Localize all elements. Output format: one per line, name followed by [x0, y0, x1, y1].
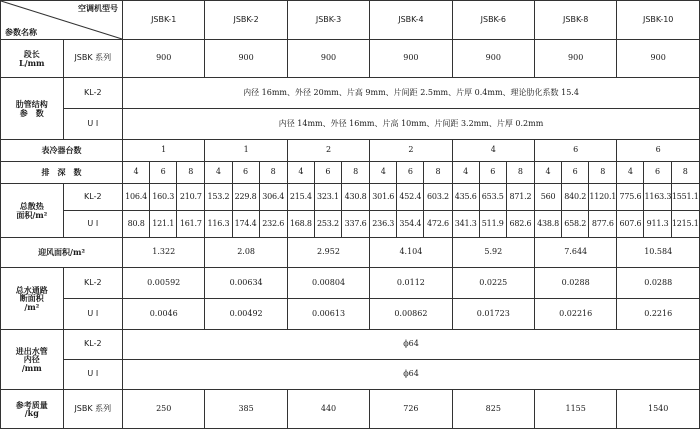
heat-area-u-value: 168.8 [287, 211, 314, 238]
row-depth-value: 8 [506, 162, 534, 184]
row-depth-value: 4 [452, 162, 479, 184]
heat-area-kl2-value: 323.1 [314, 184, 341, 211]
row-depth-value: 6 [562, 162, 589, 184]
heat-area-kl2-value: 603.2 [424, 184, 452, 211]
face-area-value: 4.104 [370, 238, 452, 268]
water-area-label: 总水通路 [15, 284, 48, 295]
row-depth-value: 6 [232, 162, 259, 184]
mass-unit: /kg [24, 408, 39, 418]
row-depth-value: 6 [150, 162, 177, 184]
water-area-u-value: 0.01723 [452, 299, 534, 330]
face-area-value: 7.644 [534, 238, 616, 268]
row-depth-value: 8 [589, 162, 617, 184]
fin-tube-label-2: 参 数 [19, 107, 44, 118]
mass-label: 参考质量 [15, 399, 48, 410]
mass-value: 726 [370, 390, 452, 429]
heat-area-label: 总散热 [19, 201, 44, 212]
heat-area-kl2-value: 435.6 [452, 184, 479, 211]
water-area-u-value: 0.00613 [287, 299, 369, 330]
heat-area-kl2-value: 871.2 [506, 184, 534, 211]
heat-area-u-value: 682.6 [506, 211, 534, 238]
heat-area-u-value: 607.6 [617, 211, 644, 238]
mass-value: 440 [287, 390, 369, 429]
fin-tube-kl2-row [1, 78, 700, 109]
pipe-dia-kl2-row [1, 330, 700, 360]
heat-area-u-value: 341.3 [452, 211, 479, 238]
cooler-count-value: 2 [370, 140, 452, 162]
mass-value: 1155 [534, 390, 616, 429]
row-depth-value: 4 [123, 162, 150, 184]
heat-area-kl2-value: 210.7 [177, 184, 205, 211]
model-header: JSBK-3 [287, 1, 369, 40]
row-depth-row [1, 162, 700, 184]
length-value: 900 [534, 40, 616, 78]
row-depth-value: 6 [644, 162, 671, 184]
water-area-u-value: 0.00862 [370, 299, 452, 330]
heat-area-u-label: U Ⅰ [63, 211, 122, 238]
heat-area-u-value: 174.4 [232, 211, 259, 238]
pipe-dia-kl2-label: KL-2 [63, 330, 122, 360]
water-area-kl2-value: 0.0288 [534, 268, 616, 299]
row-depth-value: 4 [534, 162, 561, 184]
heat-area-kl2-value: 1163.3 [644, 184, 671, 211]
water-area-u-value: 0.2216 [617, 299, 700, 330]
heat-area-u-value: 80.8 [123, 211, 150, 238]
row-depth-value: 6 [479, 162, 506, 184]
model-header: JSBK-8 [534, 1, 616, 40]
water-area-kl2-value: 0.0112 [370, 268, 452, 299]
length-unit: L/mm [19, 57, 45, 68]
row-depth-label: 排 深 数 [1, 162, 123, 184]
pipe-dia-label-2: 内径 [23, 354, 40, 365]
mass-value: 1540 [617, 390, 700, 429]
face-area-value: 10.584 [617, 238, 700, 268]
fin-tube-label-cell [1, 78, 64, 140]
corner-label-model: 空调机型号 [78, 3, 119, 13]
cooler-count-value: 1 [123, 140, 205, 162]
water-area-kl2-value: 0.00634 [205, 268, 287, 299]
heat-area-u-value: 877.6 [589, 211, 617, 238]
model-header: JSBK-1 [123, 1, 205, 40]
row-depth-value: 4 [617, 162, 644, 184]
heat-area-u-value: 438.8 [534, 211, 561, 238]
heat-area-kl2-value: 215.4 [287, 184, 314, 211]
row-depth-value: 8 [424, 162, 452, 184]
heat-area-kl2-value: 452.4 [397, 184, 424, 211]
model-header: JSBK-6 [452, 1, 534, 40]
mass-row [1, 390, 700, 429]
pipe-dia-u-value: ϕ64 [123, 360, 700, 390]
heat-area-u-value: 253.2 [314, 211, 341, 238]
heat-area-kl2-value: 775.6 [617, 184, 644, 211]
heat-area-u-value: 236.3 [370, 211, 397, 238]
mass-series-label: JSBK 系列 [63, 390, 122, 429]
water-area-u-value: 0.00492 [205, 299, 287, 330]
cooler-count-value: 1 [205, 140, 287, 162]
pipe-dia-u-row [1, 360, 700, 390]
model-header: JSBK-2 [205, 1, 287, 40]
pipe-dia-label: 进出水管 [15, 345, 48, 356]
length-label: 段长 [23, 49, 40, 60]
fin-tube-kl2-text: 内径 16mm、外径 20mm、片高 9mm、片间距 2.5mm、片厚 0.4mm、理论肋化系数 15.4 [123, 78, 700, 109]
pipe-dia-kl2-value: ϕ64 [123, 330, 700, 360]
cooler-count-value: 6 [534, 140, 616, 162]
length-value: 900 [123, 40, 205, 78]
heat-area-kl2-row [1, 184, 700, 211]
fin-tube-u-text: 内径 14mm、外径 16mm、片高 10mm、片间距 3.2mm、片厚 0.2mm [123, 109, 700, 140]
heat-area-kl2-value: 1120.1 [589, 184, 617, 211]
cooler-count-value: 4 [452, 140, 534, 162]
heat-area-kl2-value: 1551.1 [671, 184, 699, 211]
heat-area-u-value: 121.1 [150, 211, 177, 238]
row-depth-value: 8 [177, 162, 205, 184]
water-area-kl2-label: KL-2 [63, 268, 122, 299]
water-area-u-row [1, 299, 700, 330]
heat-area-u-row [1, 211, 700, 238]
heat-area-u-value: 161.7 [177, 211, 205, 238]
heat-area-u-value: 116.3 [205, 211, 232, 238]
length-value: 900 [452, 40, 534, 78]
water-area-unit: /m² [24, 301, 40, 312]
heat-area-kl2-value: 560 [534, 184, 561, 211]
fin-tube-label: 肋管结构 [15, 99, 48, 110]
heat-area-u-value: 911.3 [644, 211, 671, 238]
heat-area-kl2-value: 301.6 [370, 184, 397, 211]
row-depth-value: 8 [342, 162, 370, 184]
water-area-label-cell [1, 268, 64, 330]
pipe-dia-unit: /mm [21, 362, 42, 373]
heat-area-kl2-value: 430.8 [342, 184, 370, 211]
water-area-kl2-row [1, 268, 700, 299]
row-depth-value: 4 [205, 162, 232, 184]
heat-area-unit: 面积/m² [16, 209, 48, 220]
heat-area-kl2-value: 106.4 [123, 184, 150, 211]
face-area-value: 1.322 [123, 238, 205, 268]
heat-area-kl2-value: 840.2 [562, 184, 589, 211]
heat-area-label-cell [1, 184, 64, 238]
row-depth-value: 4 [370, 162, 397, 184]
water-area-kl2-value: 0.00804 [287, 268, 369, 299]
row-depth-value: 6 [314, 162, 341, 184]
corner-label-param: 参数名称 [5, 26, 37, 37]
face-area-value: 2.952 [287, 238, 369, 268]
water-area-kl2-value: 0.00592 [123, 268, 205, 299]
mass-label-cell [1, 390, 64, 429]
heat-area-u-value: 658.2 [562, 211, 589, 238]
water-area-kl2-value: 0.0225 [452, 268, 534, 299]
face-area-row [1, 238, 700, 268]
model-header: JSBK-4 [370, 1, 452, 40]
fin-tube-u-row [1, 109, 700, 140]
length-value: 900 [617, 40, 700, 78]
water-area-u-value: 0.0046 [123, 299, 205, 330]
row-depth-value: 8 [671, 162, 699, 184]
fin-tube-u-label: U Ⅰ [63, 109, 122, 140]
face-area-value: 2.08 [205, 238, 287, 268]
cooler-count-label: 表冷器台数 [1, 140, 123, 162]
fin-tube-kl2-label: KL-2 [63, 78, 122, 109]
model-header: JSBK-10 [617, 1, 700, 40]
face-area-value: 5.92 [452, 238, 534, 268]
row-depth-value: 4 [287, 162, 314, 184]
heat-area-kl2-value: 229.8 [232, 184, 259, 211]
heat-area-u-value: 337.6 [342, 211, 370, 238]
length-row [1, 40, 700, 78]
header-row [1, 1, 700, 40]
pipe-dia-u-label: U Ⅰ [63, 360, 122, 390]
heat-area-kl2-value: 306.4 [259, 184, 287, 211]
mass-value: 385 [205, 390, 287, 429]
heat-area-kl2-value: 160.3 [150, 184, 177, 211]
heat-area-u-value: 354.4 [397, 211, 424, 238]
water-area-u-value: 0.02216 [534, 299, 616, 330]
header-corner-cell [1, 1, 123, 40]
cooler-count-value: 2 [287, 140, 369, 162]
heat-area-kl2-label: KL-2 [63, 184, 122, 211]
length-label-cell [1, 40, 64, 78]
pipe-dia-label-cell [1, 330, 64, 390]
heat-area-kl2-value: 653.5 [479, 184, 506, 211]
length-series-label: JSBK 系列 [63, 40, 122, 78]
heat-area-u-value: 511.9 [479, 211, 506, 238]
mass-value: 825 [452, 390, 534, 429]
row-depth-value: 6 [397, 162, 424, 184]
water-area-label-2: 断面积 [19, 293, 44, 304]
water-area-u-label: U Ⅰ [63, 299, 122, 330]
heat-area-u-value: 1215.1 [671, 211, 699, 238]
length-value: 900 [370, 40, 452, 78]
water-area-kl2-value: 0.0288 [617, 268, 700, 299]
mass-value: 250 [123, 390, 205, 429]
heat-area-u-value: 232.6 [259, 211, 287, 238]
row-depth-value: 8 [259, 162, 287, 184]
cooler-count-row [1, 140, 700, 162]
heat-area-kl2-value: 153.2 [205, 184, 232, 211]
length-value: 900 [205, 40, 287, 78]
length-value: 900 [287, 40, 369, 78]
cooler-count-value: 6 [617, 140, 700, 162]
face-area-label: 迎风面积/m² [1, 238, 123, 268]
heat-area-u-value: 472.6 [424, 211, 452, 238]
